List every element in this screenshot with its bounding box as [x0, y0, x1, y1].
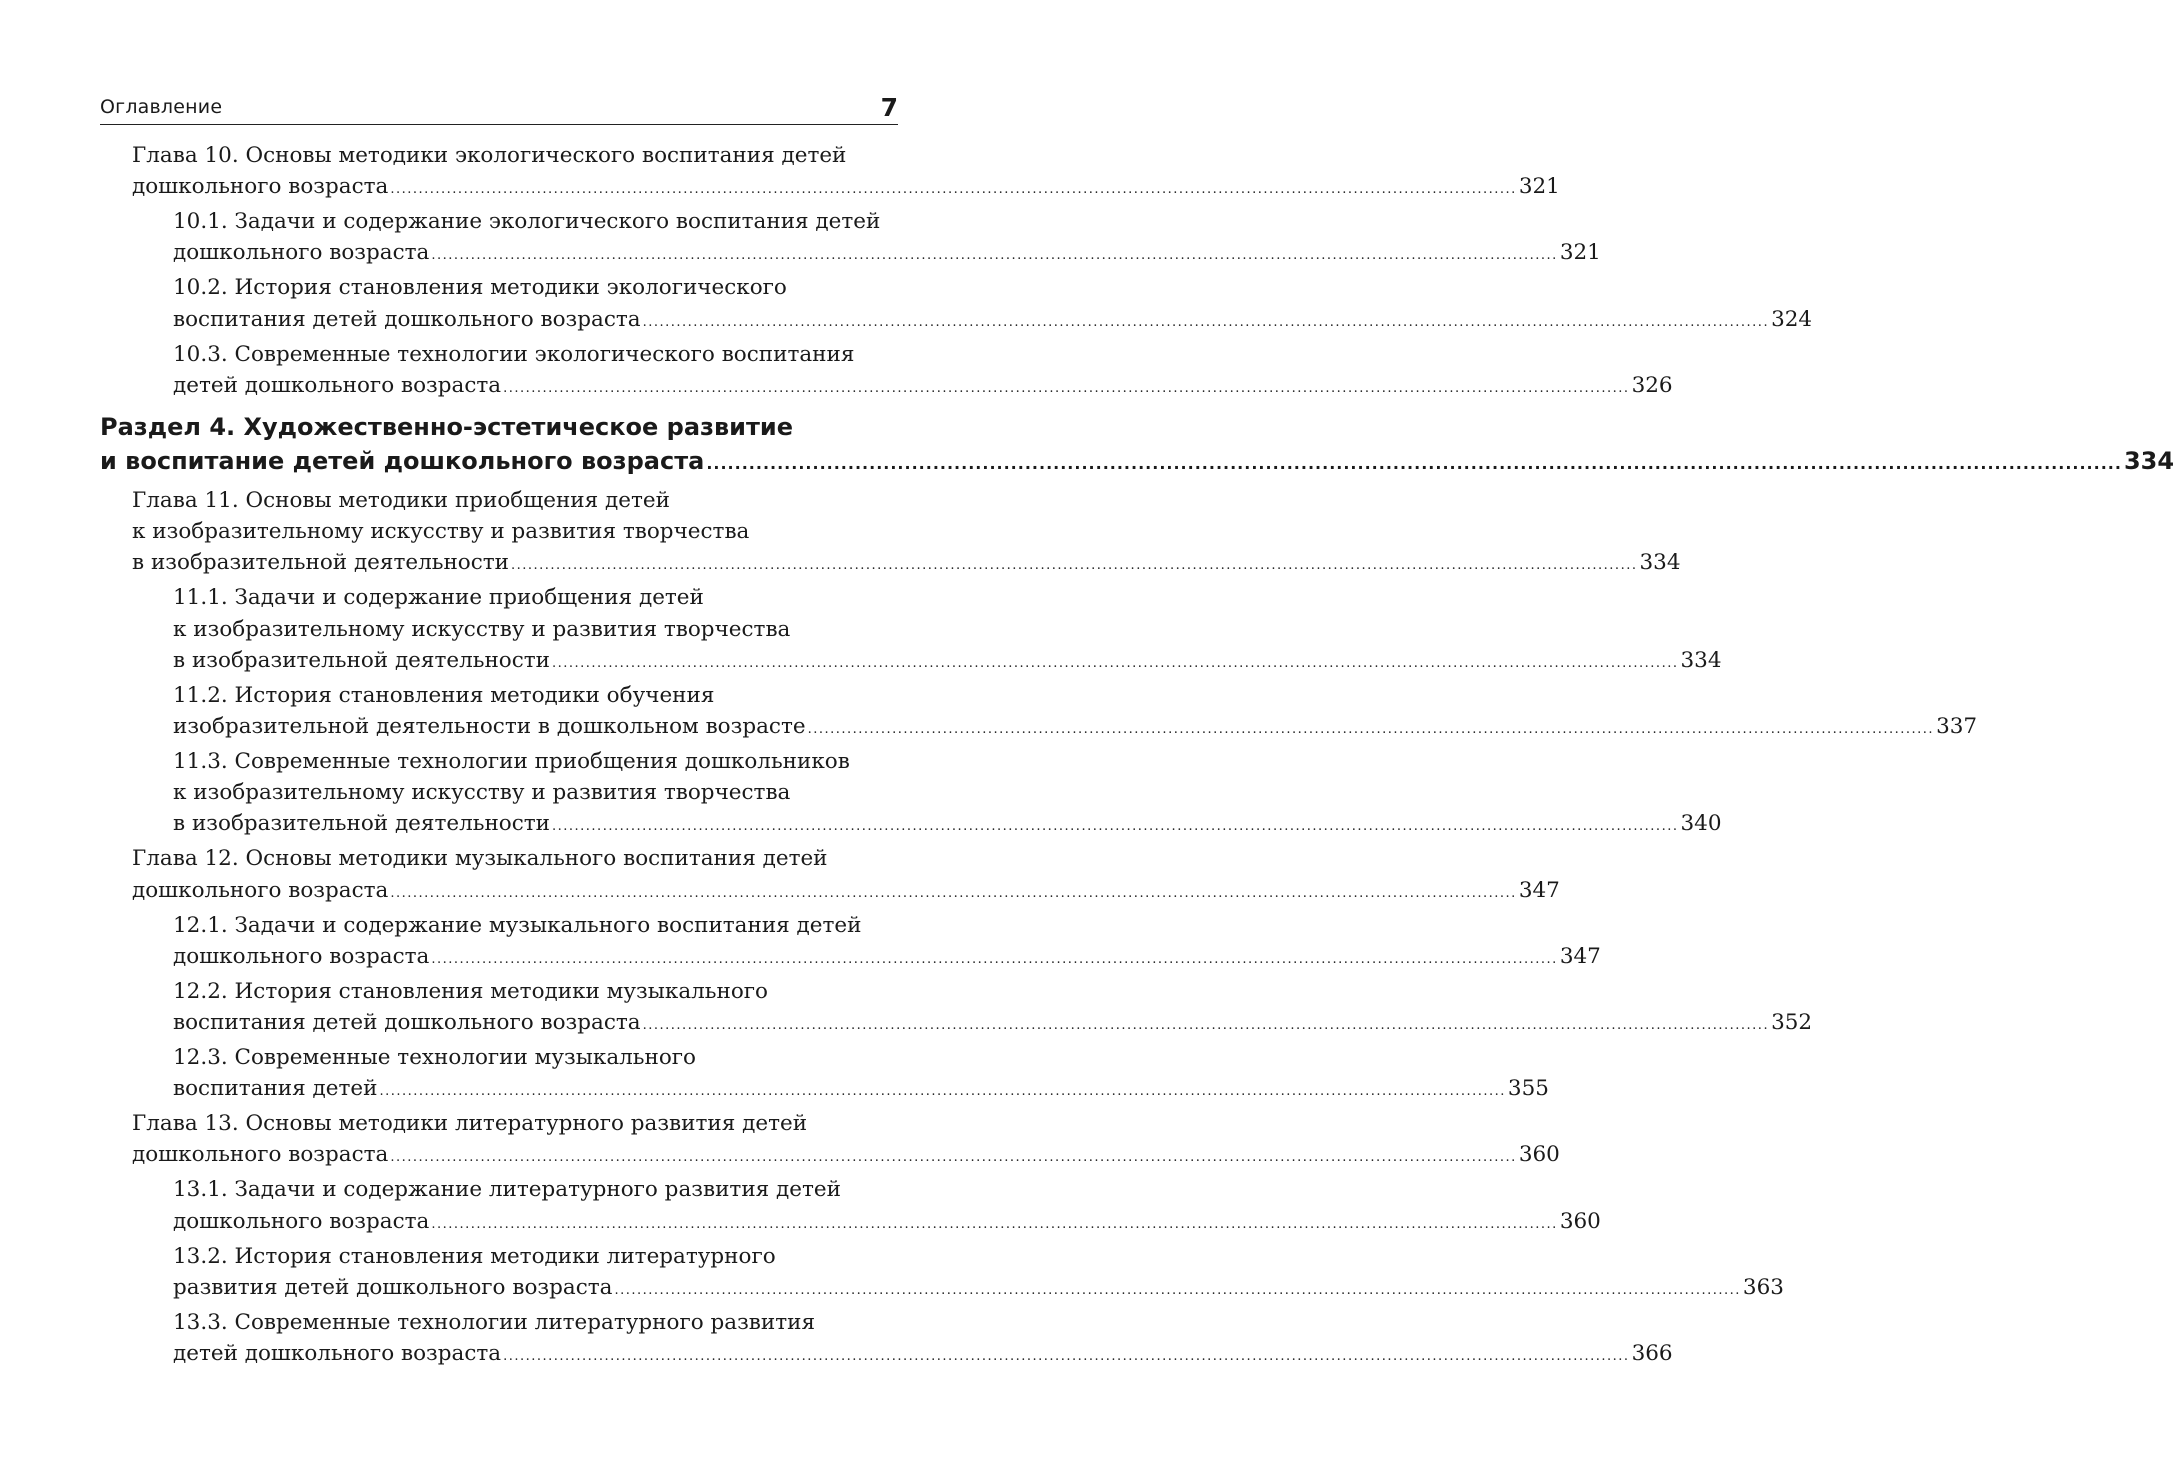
toc-entry-title-line: воспитания детей дошкольного возраста	[173, 1010, 641, 1036]
toc-entry-subsection[interactable]	[100, 339, 1673, 404]
toc-entry-title-line: 11.1. Задачи и содержание приобщения детей	[173, 585, 704, 611]
toc-entry-title-line: 12.3. Современные технологии музыкального	[173, 1045, 696, 1071]
dot-leader: ........................................................................................................................................................................................................	[431, 248, 1558, 264]
dot-leader: ........................................................................................................................................................................................................	[511, 558, 1638, 574]
toc-entry-title-line: 10.1. Задачи и содержание экологического воспитания детей	[173, 209, 881, 235]
toc-page-number: 334	[1680, 647, 1722, 673]
toc-page-number: 326	[1631, 372, 1673, 398]
toc-entry-title-line: дошкольного возраста	[173, 943, 430, 969]
toc-entry-last-line	[173, 1272, 1784, 1306]
toc-entry-subsection[interactable]	[100, 1174, 1601, 1239]
dot-leader: ........................................................................................................................................................................................................	[642, 1018, 1770, 1034]
toc-entry-chapter[interactable]	[100, 843, 1560, 908]
toc-entry-title-line: в изобразительной деятельности	[132, 550, 509, 576]
toc-entry-last-line	[173, 1073, 1549, 1107]
toc-entry-title-line: 10.3. Современные технологии экологического воспитания	[173, 341, 855, 367]
toc-entry-title-line: 12.1. Задачи и содержание музыкального воспитания детей	[173, 912, 862, 938]
toc-entry-last-line	[132, 875, 1560, 909]
toc-entry-title-line: в изобразительной деятельности	[173, 811, 550, 837]
toc-entry-title-line: 13.2. История становления методики литературного	[173, 1243, 776, 1269]
toc-page-number: 366	[1631, 1341, 1673, 1367]
toc-entry-section[interactable]	[100, 410, 2174, 481]
toc-entry-title-line: 11.3. Современные технологии приобщения дошкольников	[173, 749, 850, 775]
toc-entry-last-line	[173, 1007, 1813, 1041]
dot-leader: ........................................................................................................................................................................................................	[552, 655, 1679, 671]
toc-entry-title-line: развития детей дошкольного возраста	[173, 1274, 613, 1300]
toc-entry-last-line	[173, 941, 1601, 975]
toc-entry-last-line	[173, 645, 1722, 679]
toc-entry-title-line: к изобразительному искусству и развития творчества	[173, 780, 791, 806]
toc-entry-subsection[interactable]	[100, 1307, 1673, 1372]
toc-entry-title-line: Глава 11. Основы методики приобщения детей	[132, 488, 670, 514]
toc-entry-last-line	[173, 1338, 1673, 1372]
toc-entry-title-line: дошкольного возраста	[173, 240, 430, 266]
toc-entry-title-line: детей дошкольного возраста	[173, 372, 502, 398]
toc-entry-title-line: к изобразительному искусству и развития творчества	[173, 616, 791, 642]
page-number: 7	[880, 93, 898, 122]
toc-entry-chapter[interactable]	[100, 1108, 1560, 1173]
toc-entry-last-line	[100, 444, 2174, 481]
toc-entry-title-line: 12.2. История становления методики музыкального	[173, 978, 768, 1004]
toc-entry-title-line: в изобразительной деятельности	[173, 647, 550, 673]
toc-entry-subsection[interactable]	[100, 680, 1978, 745]
toc-entry-last-line	[132, 1139, 1560, 1173]
toc-entry-title-line: изобразительной деятельности в дошкольном возрасте	[173, 714, 806, 740]
toc-page-number: 340	[1680, 811, 1722, 837]
toc-entry-title-line: дошкольного возраста	[132, 174, 389, 200]
toc-entry-chapter[interactable]	[100, 485, 1681, 582]
toc-entry-subsection[interactable]	[100, 976, 1813, 1041]
toc-entry-subsection[interactable]	[100, 1241, 1784, 1306]
table-of-contents	[100, 140, 2174, 1373]
toc-page-number: 360	[1518, 1142, 1560, 1168]
dot-leader: ........................................................................................................................................................................................................	[390, 885, 1517, 901]
header-title: Оглавление	[100, 96, 223, 118]
toc-entry-title-line: Раздел 4. Художественно-эстетическое развитие	[100, 413, 793, 442]
toc-page-number: 363	[1742, 1274, 1784, 1300]
toc-entry-title-line: детей дошкольного возраста	[173, 1341, 502, 1367]
toc-entry-title-line: 13.1. Задачи и содержание литературного развития детей	[173, 1177, 841, 1203]
dot-leader: ........................................................................................................................................................................................................	[552, 819, 1679, 835]
toc-entry-title-line: 10.2. История становления методики экологического	[173, 275, 787, 301]
dot-leader: ........................................................................................................................................................................................................	[390, 182, 1517, 198]
toc-entry-last-line	[173, 808, 1722, 842]
toc-entry-last-line	[173, 1206, 1601, 1240]
toc-entry-title-line: Глава 12. Основы методики музыкального воспитания детей	[132, 846, 828, 872]
toc-entry-subsection[interactable]	[100, 1042, 1549, 1107]
toc-page-number: 360	[1559, 1208, 1601, 1234]
dot-leader: ........................................................................................................................................................................................................	[807, 722, 1935, 738]
toc-entry-subsection[interactable]	[100, 272, 1813, 337]
toc-page-number: 334	[2123, 447, 2174, 476]
toc-entry-subsection[interactable]	[100, 582, 1722, 679]
dot-leader: ........................................................................................................................................................................................................	[614, 1282, 1741, 1298]
toc-entry-title-line: Глава 13. Основы методики литературного развития детей	[132, 1111, 808, 1137]
toc-entry-last-line	[173, 711, 1978, 745]
dot-leader: ........................................................................................................................................................................................................	[431, 1216, 1558, 1232]
toc-page-number: 347	[1518, 877, 1560, 903]
toc-page-number: 334	[1639, 550, 1681, 576]
dot-leader: ........................................................................................................................................................................................................	[431, 951, 1558, 967]
toc-entry-title-line: воспитания детей	[173, 1076, 378, 1102]
toc-page-number: 321	[1559, 240, 1601, 266]
toc-entry-subsection[interactable]	[100, 206, 1601, 271]
toc-page-number: 321	[1518, 174, 1560, 200]
toc-entry-last-line	[173, 237, 1601, 271]
toc-entry-title-line: воспитания детей дошкольного возраста	[173, 306, 641, 332]
toc-entry-chapter[interactable]	[100, 140, 1560, 205]
toc-entry-title-line: дошкольного возраста	[132, 1142, 389, 1168]
toc-entry-title-line: и воспитание детей дошкольного возраста	[100, 447, 705, 476]
toc-page-number: 347	[1559, 943, 1601, 969]
dot-leader: ........................................................................................................................................................................................................	[706, 454, 2122, 474]
toc-entry-last-line	[173, 304, 1813, 338]
toc-page-number: 352	[1771, 1010, 1813, 1036]
dot-leader: ........................................................................................................................................................................................................	[503, 1349, 1630, 1365]
dot-leader: ........................................................................................................................................................................................................	[390, 1150, 1517, 1166]
toc-entry-title-line: 11.2. История становления методики обучения	[173, 682, 715, 708]
toc-page-number: 355	[1507, 1076, 1549, 1102]
dot-leader: ........................................................................................................................................................................................................	[503, 380, 1630, 396]
dot-leader: ........................................................................................................................................................................................................	[642, 314, 1770, 330]
toc-entry-subsection[interactable]	[100, 910, 1601, 975]
toc-entry-title-line: Глава 10. Основы методики экологического воспитания детей	[132, 143, 847, 168]
toc-entry-last-line	[173, 370, 1673, 404]
toc-entry-title-line: к изобразительному искусству и развития творчества	[132, 519, 750, 545]
toc-entry-title-line: дошкольного возраста	[132, 877, 389, 903]
toc-entry-title-line: дошкольного возраста	[173, 1208, 430, 1234]
toc-entry-last-line	[132, 171, 1560, 205]
toc-page-number: 324	[1771, 306, 1813, 332]
toc-entry-title-line: 13.3. Современные технологии литературного развития	[173, 1309, 816, 1335]
running-header	[100, 88, 898, 125]
toc-entry-subsection[interactable]	[100, 746, 1722, 843]
toc-entry-last-line	[132, 547, 1681, 581]
toc-page-number: 337	[1936, 714, 1978, 740]
dot-leader: ........................................................................................................................................................................................................	[379, 1084, 1506, 1100]
